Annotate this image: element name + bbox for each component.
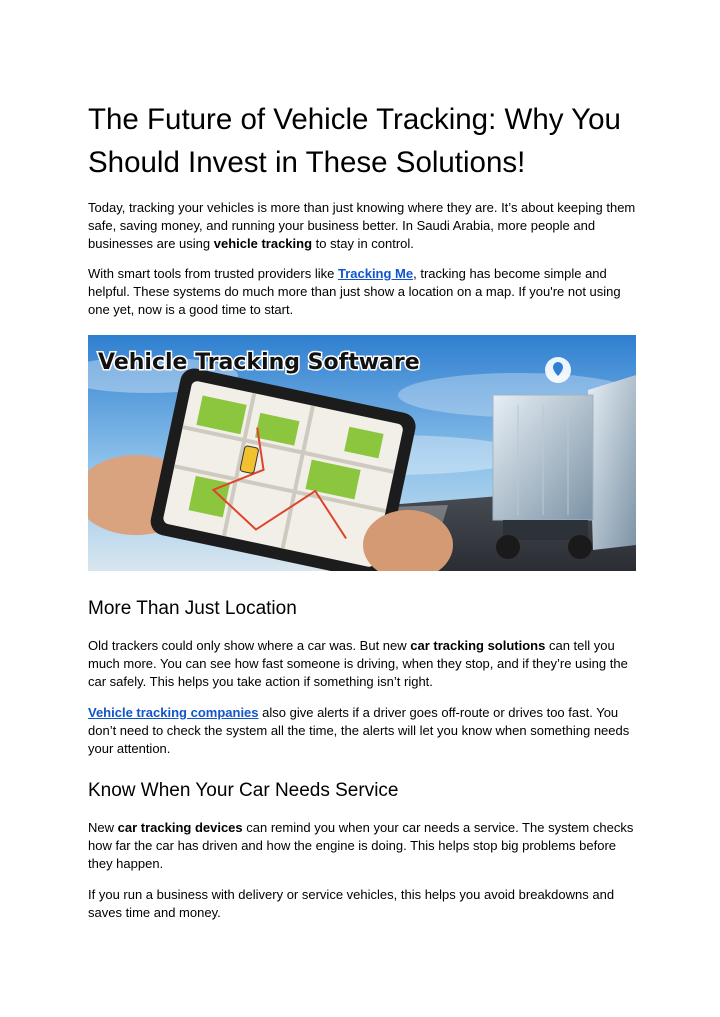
- page-title: The Future of Vehicle Tracking: Why You Should Invest in These Solutions!: [88, 103, 621, 179]
- section-heading-service: Know When Your Car Needs Service: [88, 780, 399, 801]
- vehicle-tracking-companies-link[interactable]: Vehicle tracking companies: [88, 705, 259, 720]
- intro-text-end: to stay in control.: [312, 236, 414, 251]
- intro-2-text: With smart tools from trusted providers like: [88, 266, 338, 281]
- section1-paragraph-2: [88, 704, 636, 758]
- section2-paragraph-2: If you run a business with delivery or service vehicles, this helps you avoid breakdowns and saves time and money.: [88, 887, 615, 920]
- section2-paragraph-1: [88, 819, 636, 873]
- intro-bold-vehicle-tracking: vehicle tracking: [213, 236, 313, 251]
- intro-paragraph-1: [88, 199, 636, 253]
- section1-2-text: also give alerts if a driver goes off-route or drives too fast. You don’t need to check the system all the time, the alerts will let you know when something needs your attention.: [88, 705, 630, 756]
- section1-text: Old trackers could only show where a car was. But new: [88, 638, 411, 653]
- bold-car-tracking-solutions: car tracking solutions: [410, 638, 546, 653]
- intro-paragraph-2: [88, 265, 636, 319]
- bold-car-tracking-devices: car tracking devices: [117, 820, 243, 835]
- hero-caption: Vehicle Tracking Software: [98, 350, 420, 375]
- intro-2-text-end: , tracking has become simple and helpful. These systems do much more than just show a location on a map. If you're not using one yet, now is a good time to start.: [88, 266, 621, 317]
- section2-text: New: [88, 820, 118, 835]
- hero-image: [88, 335, 636, 571]
- section1-text-end: can tell you much more. You can see how fast someone is driving, when they stop, and if they’re using the car safely. This helps you take action if something isn’t right.: [88, 638, 628, 689]
- section1-paragraph-1: [88, 637, 636, 691]
- section2-text-end: can remind you when your car needs a service. The system checks how far the car has driven and how the engine is doing. This helps stop big problems before they happen.: [88, 820, 634, 871]
- section-heading-more-than-location: More Than Just Location: [88, 598, 297, 619]
- intro-text: Today, tracking your vehicles is more than just knowing where they are. It’s about keeping them safe, saving money, and running your business better. In Saudi Arabia, more people and businesses are using: [88, 200, 636, 251]
- tracking-me-link[interactable]: Tracking Me: [337, 266, 414, 281]
